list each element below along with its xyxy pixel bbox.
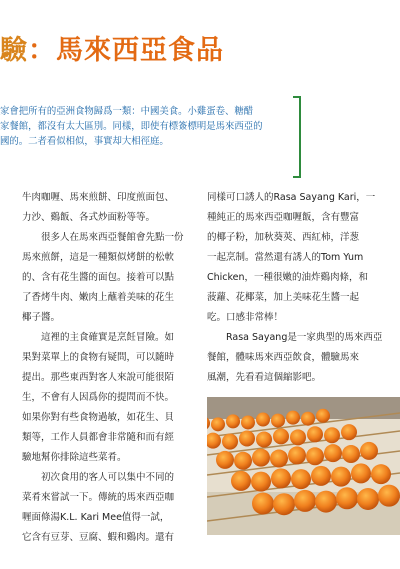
fishball [216,451,234,469]
fishball [336,487,358,509]
article-title-fragment: 驗 [0,35,28,66]
fishball [222,434,238,450]
fishball [360,442,378,460]
fishball [256,413,270,427]
fishball [311,466,331,486]
fishball [351,463,371,483]
fishball [307,426,323,442]
text-line: 一起烹制。當然還有誘人的Tom Yum [207,252,364,263]
text-line: 提出。那些東西對客人來說可能很陌 [22,372,175,383]
fishball [251,472,271,492]
fishball [288,446,306,464]
fishball [286,411,300,425]
fishball [371,464,391,484]
fishball [271,468,291,488]
fishball [271,414,285,428]
text-line: 它含有豆芽、豆腐、蝦和鷄肉。還有 [22,532,175,543]
intro-paragraph [0,104,276,149]
satay-skewers-photo [207,397,400,535]
text-line: 菠蘿、花椰菜，加上美味花生醬一起 [207,292,360,303]
fishball [294,490,316,512]
text-line: 椰子醬。 [22,312,61,323]
intro-line: 家會把所有的亞洲食物歸爲一類：中國美食。小雞蛋卷、糖醋 [0,106,254,117]
body-column-left [22,188,198,548]
fishball [273,428,289,444]
fishball [301,412,315,426]
text-line: 馬來煎餅，這是一種類似烤餅的松軟 [22,252,175,263]
text-line: 餐館，體味馬來西亞飲食，體驗馬來 [207,352,360,363]
fishball [226,414,240,428]
text-line: 喱面條湯K.L. Kari Mee值得一試， [22,512,170,523]
fishball [252,449,270,467]
body-paragraph [22,228,198,328]
fishball [324,444,342,462]
fishball [252,493,274,515]
fishball [357,488,379,510]
text-line: 這裡的主食確實是烹飪冒險。如 [22,332,175,343]
text-line: 同樣可口誘人的Rasa Sayang Kari，一 [207,192,376,203]
fishball [341,424,357,440]
fishball [239,431,255,447]
text-line: 了香烤牛肉、嫩肉上蘸着美味的花生 [22,292,175,303]
text-line: Rasa Sayang是一家典型的馬來西亞 [207,332,383,343]
text-line: 的椰子粉，加秋葵莢、西紅柿，洋葱 [207,232,360,243]
fishball [331,467,351,487]
fishball [315,491,337,513]
intro-line: 家餐館，都沒有太大區別。同樣，即使有標簽標明是馬來西亞的 [0,121,263,132]
text-line: Chicken，一種很嫩的油炸鷄肉條，和 [207,272,369,283]
satay-skewers-illustration [207,397,400,535]
text-line: 果對菜單上的食物有疑問，可以隨時 [22,352,175,363]
text-line: 生，不會有人因爲你的提問而不快。 [22,392,175,403]
body-paragraph [207,188,395,328]
text-line: 牛肉咖喱、馬來煎餅、印度煎面包、 [22,192,175,203]
intro-line: 國的。二者看似相似，事實却大相徑庭。 [0,136,169,147]
text-line: 很多人在馬來西亞餐館會先點一份 [22,232,184,243]
text-line: 力沙、鷄飯、各式炒面粉等等。 [22,212,156,223]
text-line: 初次食用的客人可以集中不同的 [22,472,175,483]
fishball [231,471,251,491]
fishball [234,452,252,470]
fishball [270,450,288,468]
text-line: 如果你對有些食物過敏，如花生、貝 [22,412,175,423]
text-line: 種純正的馬來西亞咖喱飯，含有豐富 [207,212,360,223]
body-column-right [207,188,395,388]
text-line: 菜肴來嘗試一下。傳統的馬來西亞咖 [22,492,175,503]
fishball [306,447,324,465]
fishball [342,445,360,463]
body-paragraph [207,328,395,388]
fishball [378,485,400,507]
fishball [324,427,340,443]
fishball [241,415,255,429]
text-line: 吃。口感非常棒！ [207,312,284,323]
text-line: 風潮，先看看這個縮影吧。 [207,372,322,383]
fishball [290,429,306,445]
text-line: 驗地幫你排除這些菜肴。 [22,452,127,463]
fishball [316,409,330,423]
fishball [291,469,311,489]
intro-bracket-decoration [293,96,301,178]
article-title-main: ：馬來西亞食品 [28,35,224,66]
fishball [273,493,295,515]
body-paragraph [22,188,198,228]
body-paragraph [22,468,198,548]
body-paragraph [22,328,198,468]
fishball [211,417,225,431]
fishball [256,431,272,447]
text-line: 的、含有花生醬的面包。接着可以點 [22,272,175,283]
text-line: 類等，工作人員都會非常隨和而有經 [22,432,175,443]
article-title [0,28,400,67]
